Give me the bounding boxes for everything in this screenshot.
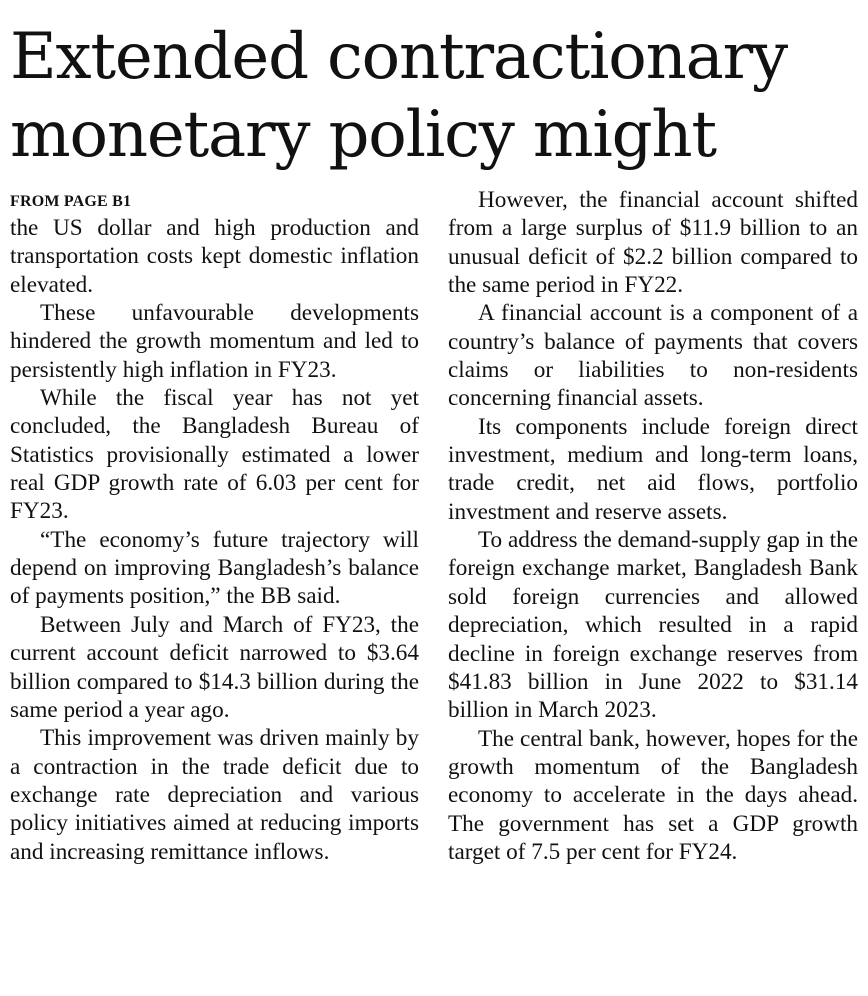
paragraph: The central bank, however, hopes for the growth momentum of the Bangladesh economy to accelerate in the days ahead. The government has set a GDP growth target of 7.5 per cent for FY24. xyxy=(448,725,858,865)
paragraph: This improvement was driven mainly by a contraction in the trade deficit due to exchange rate depreciation and various policy initiatives aimed at reducing imports and increasing remittance inflows. xyxy=(10,725,419,865)
paragraph: Between July and March of FY23, the current account deficit narrowed to $3.64 billion compared to $14.3 billion during the same period a year ago. xyxy=(10,611,419,723)
paragraph: the US dollar and high production and transportation costs kept domestic inflation elevated. xyxy=(10,215,419,298)
continuation-kicker: FROM PAGE B1 xyxy=(10,193,132,210)
left-column xyxy=(10,214,419,866)
paragraph: These unfavourable developments hindered the growth momentum and led to persistently high inflation in FY23. xyxy=(10,300,419,383)
paragraph: A financial account is a component of a country’s balance of payments that covers claims or liabilities to non-residents concerning financial assets. xyxy=(448,300,858,412)
headline-line-1: Extended contractionary xyxy=(10,20,787,94)
paragraph: While the fiscal year has not yet concluded, the Bangladesh Bureau of Statistics provisionally estimated a lower real GDP growth rate of 6.03 per cent for FY23. xyxy=(10,385,419,525)
paragraph: Its components include foreign direct investment, medium and long-term loans, trade credit, net aid flows, portfolio investment and reserve assets. xyxy=(448,413,858,525)
headline-line-2: monetary policy might xyxy=(10,98,716,172)
paragraph: To address the demand-supply gap in the foreign exchange market, Bangladesh Bank sold foreign currencies and allowed depreciation, which resulted in a rapid decline in foreign exchange reserves from $41.83 billion in June 2022 to $31.14 billion in March 2023. xyxy=(448,527,858,724)
paragraph: However, the financial account shifted from a large surplus of $11.9 billion to an unusual deficit of $2.2 billion compared to the same period in FY22. xyxy=(448,187,858,299)
headline xyxy=(10,18,860,174)
right-column xyxy=(448,186,858,866)
paragraph: “The economy’s future trajectory will depend on improving Bangladesh’s balance of payments position,” the BB said. xyxy=(10,526,419,610)
